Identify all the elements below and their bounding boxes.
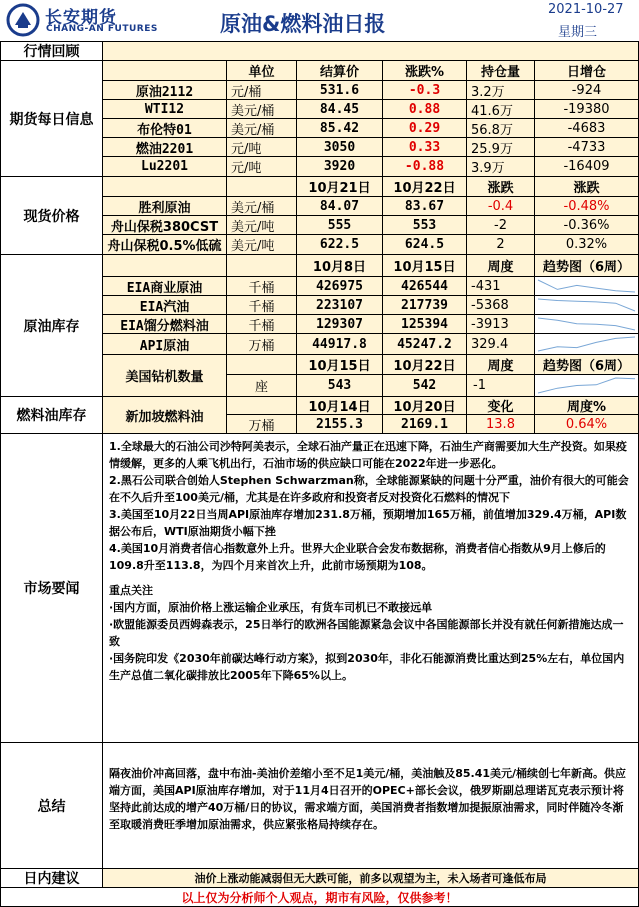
futures-header-daily: 日增仓 xyxy=(535,61,639,81)
fuel-unit: 万桶 xyxy=(227,415,297,434)
spot-change-pct: 0.32% xyxy=(535,235,639,255)
report-date: 2021-10-27 xyxy=(548,2,624,17)
futures-name: 燃油2201 xyxy=(103,138,227,157)
news-spacer xyxy=(109,574,632,582)
futures-name: 布伦特01 xyxy=(103,119,227,138)
spot-price-date2: 83.67 xyxy=(383,197,467,216)
spot-change: -0.4 xyxy=(467,197,535,216)
report-title: 原油&燃料油日报 xyxy=(220,12,386,36)
spot-header-change: 涨跌 xyxy=(467,177,535,197)
sparkline-svg xyxy=(535,296,638,314)
spot-price-date2: 553 xyxy=(383,216,467,235)
focus-item-3: ·国务院印发《2030年前碳达峰行动方案》，拟到2030年，非化石能源消费比重达到25%左右，单位国内生产总值二氧化碳排放比2005年下降65%以上。 xyxy=(109,652,625,682)
section-intraday-advice: 日内建议 xyxy=(0,869,103,888)
spot-name: 胜利原油 xyxy=(103,197,227,216)
rig-weekly-change: -1 xyxy=(467,375,535,397)
fuel-header-change: 变化 xyxy=(467,397,535,415)
rig-header-weekly: 周度 xyxy=(467,355,535,375)
futures-unit: 元/桶 xyxy=(227,81,297,100)
inventory-header-trend: 趋势图（6周） xyxy=(535,255,639,277)
section-crude-inventory: 原油库存 xyxy=(0,255,103,397)
inventory-header-blank xyxy=(103,255,227,277)
spot-change: -2 xyxy=(467,216,535,235)
futures-settle-price: 3920 xyxy=(297,157,383,177)
sparkline-svg xyxy=(535,277,638,295)
rig-header-blank-unit xyxy=(227,355,297,375)
rig-unit: 座 xyxy=(227,375,297,397)
spot-price-date1: 622.5 xyxy=(297,235,383,255)
disclaimer: 以上仅为分析师个人观点，期市有风险，仅供参考！ xyxy=(0,888,639,907)
sparkline-svg xyxy=(535,315,638,333)
futures-name: 原油2112 xyxy=(103,81,227,100)
spot-header-date1: 10月21日 xyxy=(297,177,383,197)
sparkline-svg xyxy=(535,375,638,396)
futures-change-pct: -0.88 xyxy=(383,157,467,177)
futures-settle-price: 531.6 xyxy=(297,81,383,100)
rig-value-date1: 543 xyxy=(297,375,383,397)
inventory-header-weekly: 周度 xyxy=(467,255,535,277)
section-market-review: 行情回顾 xyxy=(0,41,103,61)
market-review-bar xyxy=(103,41,639,61)
spot-name: 舟山保税0.5%低硫 xyxy=(103,235,227,255)
spot-change: 2 xyxy=(467,235,535,255)
futures-unit: 美元/桶 xyxy=(227,100,297,119)
spot-price-date1: 555 xyxy=(297,216,383,235)
section-summary: 总结 xyxy=(0,743,103,869)
spot-unit: 美元/吨 xyxy=(227,216,297,235)
futures-settle-price: 3050 xyxy=(297,138,383,157)
inventory-header-date2: 10月15日 xyxy=(383,255,467,277)
inventory-unit: 千桶 xyxy=(227,296,297,315)
inventory-name: EIA馏分燃料油 xyxy=(103,315,227,334)
futures-unit: 元/吨 xyxy=(227,138,297,157)
futures-change-pct: 0.29 xyxy=(383,119,467,138)
section-futures-info: 期货每日信息 xyxy=(0,61,103,177)
inventory-header-date1: 10月8日 xyxy=(297,255,383,277)
futures-settle-price: 84.45 xyxy=(297,100,383,119)
futures-name: WTI12 xyxy=(103,100,227,119)
spot-header-blank xyxy=(103,177,227,197)
inventory-name: EIA汽油 xyxy=(103,296,227,315)
futures-unit: 美元/桶 xyxy=(227,119,297,138)
fuel-header-date2: 10月20日 xyxy=(383,397,467,415)
inventory-value-date2: 45247.2 xyxy=(383,334,467,355)
sparkline-line xyxy=(538,280,635,292)
futures-name: Lu2201 xyxy=(103,157,227,177)
inventory-unit: 万桶 xyxy=(227,334,297,355)
brand-name-en: CHANG-AN FUTURES xyxy=(46,24,158,34)
inventory-weekly-change: -3913 xyxy=(467,315,535,334)
fuel-header-date1: 10月14日 xyxy=(297,397,383,415)
rig-count-label: 美国钻机数量 xyxy=(103,355,227,397)
futures-header-blank xyxy=(103,61,227,81)
futures-unit: 元/吨 xyxy=(227,157,297,177)
inventory-weekly-change: 329.4 xyxy=(467,334,535,355)
focus-item-1: ·国内方面，原油价格上涨运输企业承压，有货车司机已不敢接远单 xyxy=(109,601,433,614)
sparkline-line xyxy=(538,318,635,330)
futures-open-interest: 3.2万 xyxy=(467,81,535,100)
inventory-value-date2: 217739 xyxy=(383,296,467,315)
spot-unit: 美元/桶 xyxy=(227,197,297,216)
inventory-weekly-change: -5368 xyxy=(467,296,535,315)
inventory-value-date2: 125394 xyxy=(383,315,467,334)
news-item-4: 4.美国10月消费者信心指数意外上升。世界大企业联合会发布数据称，消费者信心指数从9月上修后的109.8升至113.8，为四个月来首次上升，此前市场预期为108。 xyxy=(109,542,606,572)
fuel-header-blank-unit xyxy=(227,397,297,415)
futures-open-interest: 41.6万 xyxy=(467,100,535,119)
section-spot-price: 现货价格 xyxy=(0,177,103,255)
market-news-panel xyxy=(103,434,639,743)
summary-panel: 隔夜油价冲高回落，盘中布油-美油价差缩小至不足1美元/桶，美油触及85.41美元/桶续创七年新高。供应端方面，美国API原油库存增加，对于11月4日召开的OPEC+部长会议，俄罗斯副总理诺瓦克表示预计将坚持此前达成的增产40万桶/日的协议，需求端方面，美国消费者指数增加提振原油需求，同时伴随冷冬渐至取暖消费旺季增加原油需求，供应紧张格局持续存在。 xyxy=(103,743,639,869)
inventory-weekly-change: -431 xyxy=(467,277,535,296)
inventory-value-date1: 44917.8 xyxy=(297,334,383,355)
inventory-trend-sparkline xyxy=(535,334,639,355)
futures-change-pct: 0.33 xyxy=(383,138,467,157)
spot-change-pct: -0.36% xyxy=(535,216,639,235)
inventory-value-date2: 426544 xyxy=(383,277,467,296)
spot-name: 舟山保税380CST xyxy=(103,216,227,235)
spot-price-date1: 84.07 xyxy=(297,197,383,216)
sparkline-line xyxy=(538,337,635,351)
inventory-value-date1: 223107 xyxy=(297,296,383,315)
rig-header-date2: 10月22日 xyxy=(383,355,467,375)
section-fuel-inventory: 燃料油库存 xyxy=(0,397,103,434)
report-header xyxy=(0,0,639,41)
inventory-trend-sparkline xyxy=(535,296,639,315)
news-item-2: 2.黑石公司联合创始人Stephen Schwarzman称，全球能源紧缺的问题十分严重，油价有很大的可能会在不久后升至100美元/桶，尤其是在许多政府和投资者反对投资化石燃料的情况下 xyxy=(109,474,629,504)
futures-change-pct: -0.3 xyxy=(383,81,467,100)
brand-name-cn: 长安期货 xyxy=(45,8,117,28)
rig-header-trend: 趋势图（6周） xyxy=(535,355,639,375)
futures-open-interest: 25.9万 xyxy=(467,138,535,157)
inventory-trend-sparkline xyxy=(535,315,639,334)
futures-settle-price: 85.42 xyxy=(297,119,383,138)
spot-header-change-pct: 涨跌 xyxy=(535,177,639,197)
spot-unit: 美元/吨 xyxy=(227,235,297,255)
fuel-value-date2: 2169.1 xyxy=(383,415,467,434)
section-market-news: 市场要闻 xyxy=(0,434,103,743)
spot-price-date2: 624.5 xyxy=(383,235,467,255)
futures-daily-oi-change: -16409 xyxy=(535,157,639,177)
futures-header-oi: 持仓量 xyxy=(467,61,535,81)
sparkline-svg xyxy=(535,334,638,354)
inventory-name: EIA商业原油 xyxy=(103,277,227,296)
inventory-unit: 千桶 xyxy=(227,277,297,296)
futures-header-change: 涨跌% xyxy=(383,61,467,81)
news-item-1: 1.全球最大的石油公司沙特阿美表示，全球石油产量正在迅速下降，石油生产商需要加大生产投资。如果疫情缓解，更多的人乘飞机出行，石油市场的供应缺口可能在2022年进一步恶化。 xyxy=(109,440,627,470)
rig-header-date1: 10月15日 xyxy=(297,355,383,375)
fuel-value-date1: 2155.3 xyxy=(297,415,383,434)
rig-value-date2: 542 xyxy=(383,375,467,397)
news-item-3: 3.美国至10月22日当周API原油库存增加231.8万桶，预期增加165万桶，前值增加329.4万桶，API数据公布后，WTI原油期货小幅下挫 xyxy=(109,508,627,538)
spot-header-date2: 10月22日 xyxy=(383,177,467,197)
inventory-unit: 千桶 xyxy=(227,315,297,334)
fuel-inventory-name: 新加坡燃料油 xyxy=(103,397,227,434)
futures-open-interest: 56.8万 xyxy=(467,119,535,138)
spot-header-blank-unit xyxy=(227,177,297,197)
futures-daily-oi-change: -4733 xyxy=(535,138,639,157)
focus-title: 重点关注 xyxy=(109,584,153,597)
inventory-value-date1: 129307 xyxy=(297,315,383,334)
changan-logo-icon xyxy=(6,3,40,37)
inventory-name: API原油 xyxy=(103,334,227,355)
futures-daily-oi-change: -19380 xyxy=(535,100,639,119)
futures-daily-oi-change: -4683 xyxy=(535,119,639,138)
inventory-header-blank-unit xyxy=(227,255,297,277)
spot-change-pct: -0.48% xyxy=(535,197,639,216)
fuel-change: 13.8 xyxy=(467,415,535,434)
fuel-weekly-pct: 0.64% xyxy=(535,415,639,434)
futures-open-interest: 3.9万 xyxy=(467,157,535,177)
futures-daily-oi-change: -924 xyxy=(535,81,639,100)
fuel-header-weekly-pct: 周度% xyxy=(535,397,639,415)
futures-header-unit: 单位 xyxy=(227,61,297,81)
inventory-value-date1: 426975 xyxy=(297,277,383,296)
futures-header-price: 结算价 xyxy=(297,61,383,81)
sparkline-line xyxy=(538,378,635,393)
sparkline-line xyxy=(538,299,635,311)
intraday-advice-text: 油价上涨动能减弱但无大跌可能，前多以观望为主，未入场者可逢低布局 xyxy=(103,869,639,888)
report-weekday: 星期三 xyxy=(558,25,598,40)
focus-item-2: ·欧盟能源委员西姆森表示，25日举行的欧洲各国能源紧急会议中各国能源部长并没有就任何新措施达成一致 xyxy=(109,618,624,648)
futures-change-pct: 0.88 xyxy=(383,100,467,119)
rig-trend-sparkline xyxy=(535,375,639,397)
inventory-trend-sparkline xyxy=(535,277,639,296)
